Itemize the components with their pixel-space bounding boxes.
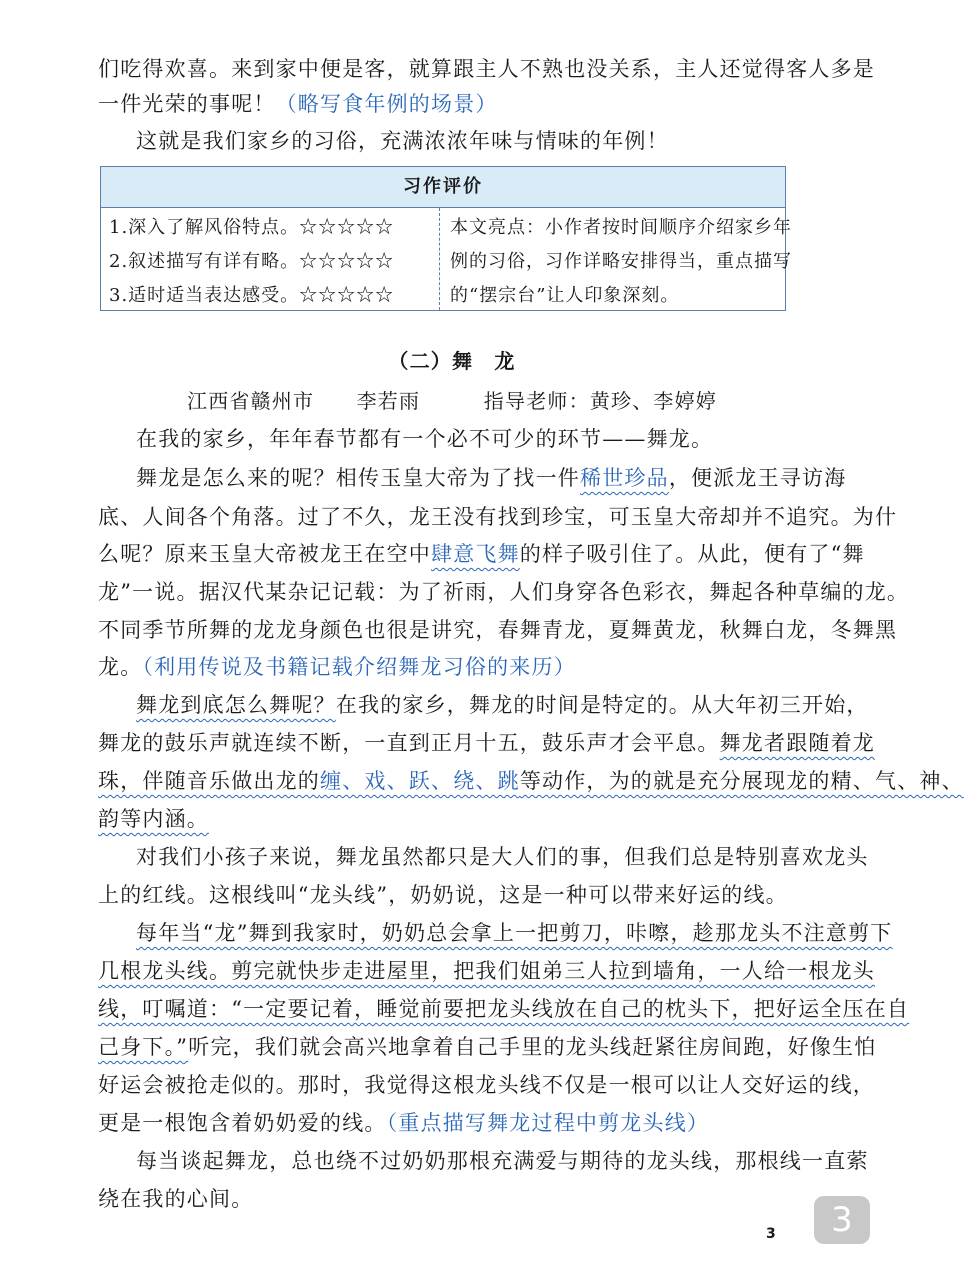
criteria-item: 1.深入了解风俗特点。☆☆☆☆☆ bbox=[109, 217, 395, 238]
paragraph-line bbox=[98, 956, 875, 986]
evaluation-table bbox=[100, 166, 792, 311]
paragraph-line bbox=[136, 918, 893, 948]
paragraph-line: 上的红线。这根线叫“龙头线”，奶奶说，这是一种可以带来好运的线。 bbox=[98, 883, 788, 907]
paragraph-line: 不同季节所舞的龙龙身颜色也很是讲究，春舞青龙，夏舞黄龙，秋舞白龙，冬舞黑 bbox=[98, 618, 898, 642]
paragraph-line: 珠，伴随音乐做出龙的缠、戏、跃、绕、跳等动作，为的就是充分展现龙的精、气、神、 bbox=[98, 769, 964, 793]
evaluation-table-title: 习作评价 bbox=[101, 167, 785, 208]
highlight-line: 的“摆宗台”让人印象深刻。 bbox=[450, 285, 680, 306]
highlight-line: 本文亮点：小作者按时间顺序介绍家乡年 bbox=[450, 217, 792, 238]
highlighted-phrase: 缠、戏、跃、绕、跳 bbox=[320, 769, 520, 793]
criteria-item: 3.适时适当表达感受。☆☆☆☆☆ bbox=[109, 285, 395, 306]
highlight-column bbox=[440, 208, 792, 310]
paragraph-line: 每当谈起舞龙，总也绕不过奶奶那根充满爱与期待的龙头线，那根线一直萦 bbox=[136, 1149, 869, 1173]
paragraph-line bbox=[98, 994, 910, 1024]
page-number: 3 bbox=[766, 1226, 776, 1242]
paragraph-line: 更是一根饱含着奶奶爱的线。（重点描写舞龙过程中剪龙头线） bbox=[98, 1111, 710, 1135]
underlined-phrase: 舞龙者跟随着龙 bbox=[719, 731, 876, 755]
paragraph-line: 底、人间各个角落。过了不久，龙王没有找到珍宝，可玉皇大帝却并不追究。为什 bbox=[98, 505, 898, 529]
essay-byline: 江西省赣州市 李若雨 指导老师：黄珍、李婷婷 bbox=[187, 389, 717, 413]
criteria-column bbox=[101, 208, 440, 310]
criteria-item: 2.叙述描写有详有略。☆☆☆☆☆ bbox=[109, 251, 395, 272]
annotation-note: （利用传说及书籍记载介绍舞龙习俗的来历） bbox=[142, 655, 576, 679]
corner-badge: 3 bbox=[814, 1196, 870, 1244]
paragraph-line: 好运会被抢走似的。那时，我觉得这根龙头线不仅是一根可以让人交好运的线， bbox=[98, 1073, 875, 1097]
essay-title: （二）舞 龙 bbox=[388, 349, 516, 373]
paragraph-line: 龙。（利用传说及书籍记载介绍舞龙习俗的来历） bbox=[98, 655, 576, 679]
paragraph-line: 绕在我的心间。 bbox=[98, 1187, 254, 1211]
paragraph-line: 舞龙的鼓乐声就连续不断，一直到正月十五，鼓乐声才会平息。舞龙者跟随着龙 bbox=[98, 731, 876, 755]
paragraph-line: 们吃得欢喜。来到家中便是客，就算跟主人不熟也没关系，主人还觉得客人多是 bbox=[98, 57, 875, 81]
annotation-note: （略写食年例的场景） bbox=[275, 92, 498, 116]
highlight-line: 例的习俗，习作详略安排得当，重点描写 bbox=[450, 251, 792, 272]
paragraph-line: 一件光荣的事呢！（略写食年例的场景） bbox=[98, 92, 498, 116]
underlined-phrase: 韵等内涵。 bbox=[98, 807, 209, 831]
paragraph-line bbox=[98, 804, 798, 834]
highlighted-phrase: 肆意飞舞 bbox=[431, 542, 520, 566]
underlined-phrase: 己身下。” bbox=[98, 1035, 189, 1059]
annotation-note: （重点描写舞龙过程中剪龙头线） bbox=[386, 1111, 710, 1135]
underlined-phrase: 每年当“龙”舞到我家时，奶奶总会拿上一把剪刀，咔嚓，趁那龙头不注意剪下 bbox=[136, 921, 893, 945]
paragraph-line: 己身下。”听完，我们就会高兴地拿着自己手里的龙头线赶紧往房间跑，好像生怕 bbox=[98, 1035, 877, 1059]
paragraph-line: 这就是我们家乡的习俗，充满浓浓年味与情味的年例！ bbox=[136, 129, 669, 153]
underlined-phrase: 线，叮嘱道：“一定要记着，睡觉前要把龙头线放在自己的枕头下，把好运全压在自 bbox=[98, 997, 910, 1021]
paragraph-line: 在我的家乡，年年春节都有一个必不可少的环节——舞龙。 bbox=[136, 427, 714, 451]
highlighted-phrase: 稀世珍品 bbox=[580, 466, 669, 490]
paragraph-line: 对我们小孩子来说，舞龙虽然都只是大人们的事，但我们总是特别喜欢龙头 bbox=[136, 845, 869, 869]
paragraph-line: 龙”一说。据汉代某杂记记载：为了祈雨，人们身穿各色彩衣，舞起各种草编的龙。 bbox=[98, 580, 910, 604]
underlined-phrase: 舞龙到底怎么舞呢？ bbox=[136, 693, 336, 717]
paragraph-line: 舞龙到底怎么舞呢？在我的家乡，舞龙的时间是特定的。从大年初三开始， bbox=[136, 693, 869, 717]
paragraph-line: 舞龙是怎么来的呢？相传玉皇大帝为了找一件稀世珍品，便派龙王寻访海 bbox=[136, 466, 847, 490]
underlined-phrase: 几根龙头线。剪完就快步走进屋里，把我们姐弟三人拉到墙角，一人给一根龙头 bbox=[98, 959, 875, 983]
paragraph-line: 么呢？原来玉皇大帝被龙王在空中肆意飞舞的样子吸引住了。从此，便有了“舞 bbox=[98, 542, 865, 566]
